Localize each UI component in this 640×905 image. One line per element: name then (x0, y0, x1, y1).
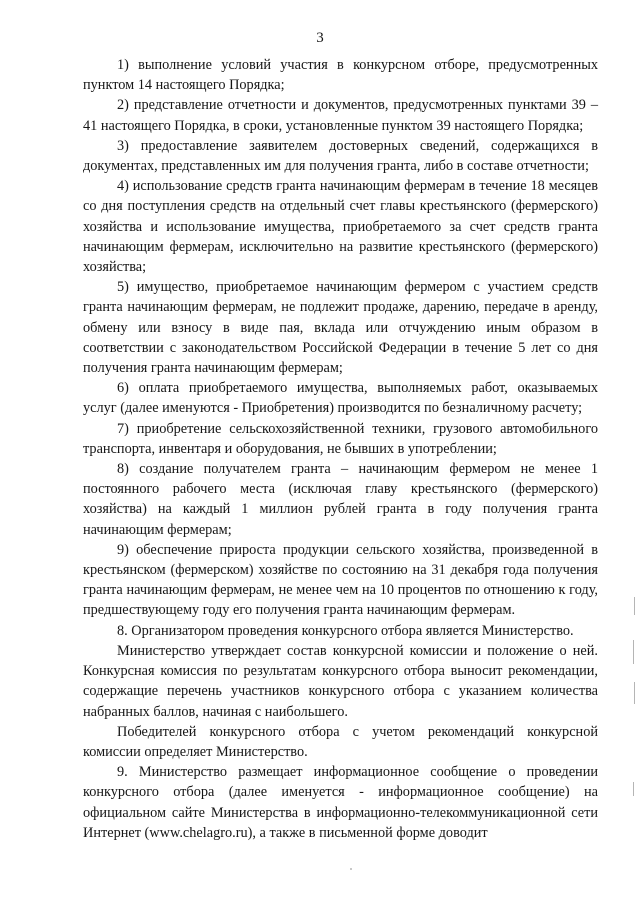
scan-edge-mark (633, 782, 634, 796)
condition-item-3: 3) предоставление заявителем достоверных сведений, содержащихся в документах, представленных им для получения гранта, либо в составе отчетности; (83, 137, 598, 175)
condition-item-4: 4) использование средств гранта начинающим фермерам в течение 18 месяцев со дня поступления средств на отдельный счет главы крестьянского (фермерского) хозяйства и использование имущества, приобретаемого за счет средств гранта начинающим фермерам, исключительно на развитие крестьянского (фермерского) хозяйства; (83, 178, 598, 276)
condition-item-5: 5) имущество, приобретаемое начинающим фермером с участием средств гранта начинающим фермерам, не подлежит продаже, дарению, передаче в аренду, обмену или взносу в виде пая, вклада или отчуждению иным образом в соответствии с законодательством Российской Федерации в течение 5 лет со дня получения гранта начинающим фермерам; (83, 279, 598, 377)
section-8-organizer: 8. Организатором проведения конкурсного отбора является Министерство. (117, 622, 574, 639)
winners-paragraph: Победителей конкурсного отбора с учетом рекомендаций конкурсной комиссии определяет Министерство. (83, 723, 598, 760)
condition-item-9: 9) обеспечение прироста продукции сельского хозяйства, произведенной в крестьянском (фермерском) хозяйстве по состоянию на 31 декабря года получения гранта начинающим фермерам, не менее чем на 10 процентов по отношению к году, предшествующему году его получения гранта начинающим фермерам. (83, 541, 598, 619)
condition-item-8: 8) создание получателем гранта – начинающим фермером не менее 1 постоянного рабочего места (исключая главу крестьянского (фермерского) хозяйства) на каждый 1 миллион рублей гранта в году получения гранта начинающим фермерам; (83, 461, 598, 538)
condition-item-2: 2) представление отчетности и документов, предусмотренных пунктами 39 – 41 настоящего Порядка, в сроки, установленные пунктом 39 настоящего Порядка; (83, 97, 598, 134)
scan-edge-mark (633, 640, 634, 664)
document-body (83, 55, 598, 843)
scan-edge-mark (634, 597, 635, 615)
scan-speck (350, 868, 352, 870)
condition-item-7: 7) приобретение сельскохозяйственной техники, грузового автомобильного транспорта, инвентаря и оборудования, не бывших в употреблении; (83, 420, 598, 457)
commission-paragraph: Министерство утверждает состав конкурсной комиссии и положение о ней. Конкурсная комиссия по результатам конкурсного отбора выносит рекомендации, содержащие перечень участников конкурсного отбора с указанием количества набранных баллов, начиная с наибольшего. (83, 642, 598, 720)
condition-item-6: 6) оплата приобретаемого имущества, выполняемых работ, оказываемых услуг (далее именуются - Приобретения) производится по безналичному расчету; (83, 380, 598, 417)
condition-item-1: 1) выполнение условий участия в конкурсном отборе, предусмотренных пунктом 14 настоящего Порядка; (83, 57, 598, 94)
section-9-announcement: 9. Министерство размещает информационное сообщение о проведении конкурсного отбора (далее именуется - информационное сообщение) на официальном сайте Министерства в информационно-телекоммуникационной сети Интернет (www.chelagro.ru), а также в письменной форме доводит (83, 764, 598, 841)
page-number: 3 (316, 30, 324, 46)
scan-edge-mark (634, 682, 635, 704)
